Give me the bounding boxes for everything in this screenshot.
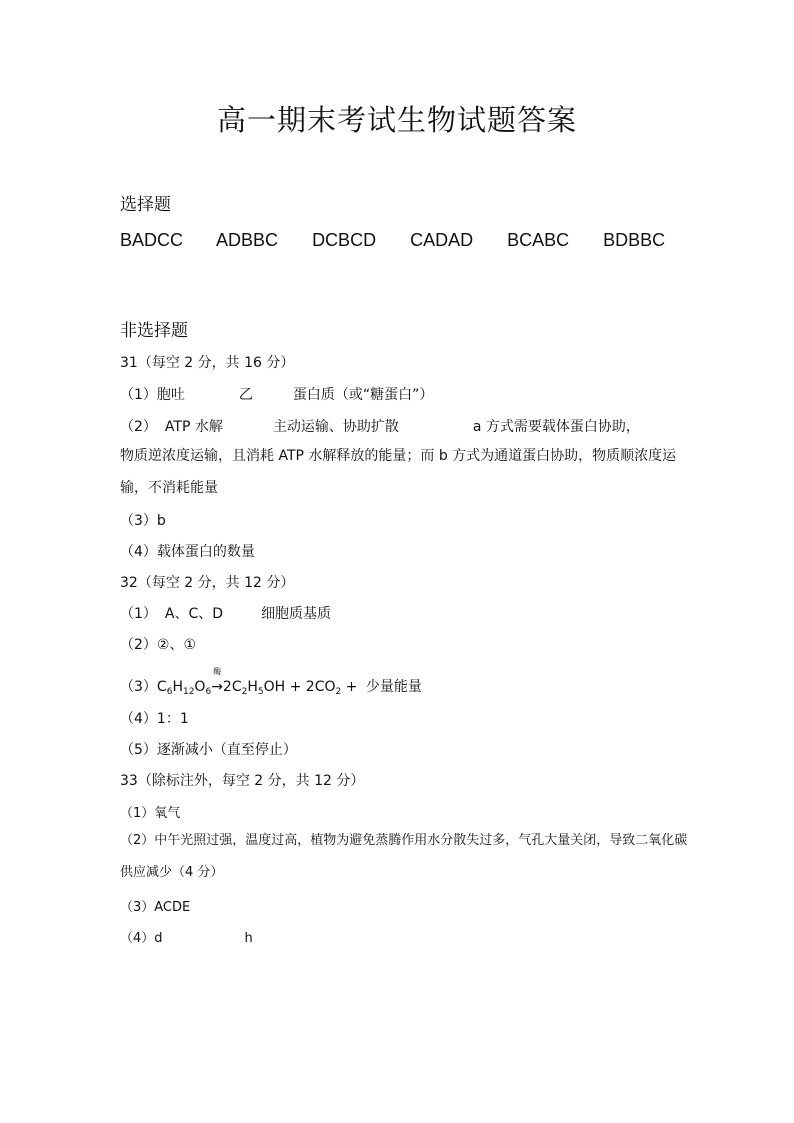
reaction-arrow: 酶 → [211,667,223,695]
section-heading-multiple-choice: 选择题 [120,195,171,215]
q32-answer-4: （4）1：1 [120,711,189,727]
section-heading-non-choice: 非选择题 [120,321,188,341]
answer-group-5: BCABC [507,230,570,250]
q33-answer-2: （2）中午光照过强，温度过高，植物为避免蒸腾作用水分散失过多，气孔大量关闭，导致二氧化碳供应减少（4 分） [120,833,688,880]
answer-group-2: ADBBC [216,230,279,250]
q33-answer-4: （4）d h [120,931,253,946]
q33-answer-3: （3）ACDE [120,900,191,915]
answer-group-4: CADAD [410,230,474,250]
multiple-choice-answers [120,230,694,251]
q32-answer-1: （1） A、C、D 细胞质基质 [120,606,332,622]
q32-answer-2: （2）②、① [120,637,197,653]
page-title: 高一期末考试生物试题答案 [216,103,577,137]
q31-answer-4: （4）载体蛋白的数量 [120,544,255,560]
q33-header: 33（除标注外，每空 2 分，共 12 分） [120,773,365,789]
answer-group-6: BDBBC [603,230,666,250]
q33-answer-1: （1）氧气 [120,806,181,821]
answer-group-3: DCBCD [312,230,377,250]
q31-answer-2-continued: 物质逆浓度运输，且消耗 ATP 水解释放的能量；而 b 方式为通道蛋白协助，物质顺浓度运输，不消耗能量 [120,448,677,496]
answer-group-1: BADCC [120,230,184,250]
enzyme-label: 酶 [213,667,222,676]
q32-header: 32（每空 2 分，共 12 分） [120,575,295,591]
q31-answer-1: （1）胞吐 乙 蛋白质（或“糖蛋白”） [120,387,434,403]
q32-answer-3-equation: $(3)C_6H_{12}O_6$ 酶 $\to 2C_2H_5OH + 2CO_2$ + 少量能量 [120,667,422,697]
q31-answer-2: （2） ATP 水解 主动运输、协助扩散 a 方式需要载体蛋白协助， [120,419,640,435]
q31-header: 31（每空 2 分，共 16 分） [120,355,295,371]
q31-answer-3: （3）b [120,513,166,529]
q32-answer-5: （5）逐渐减小（直至停止） [120,742,297,758]
